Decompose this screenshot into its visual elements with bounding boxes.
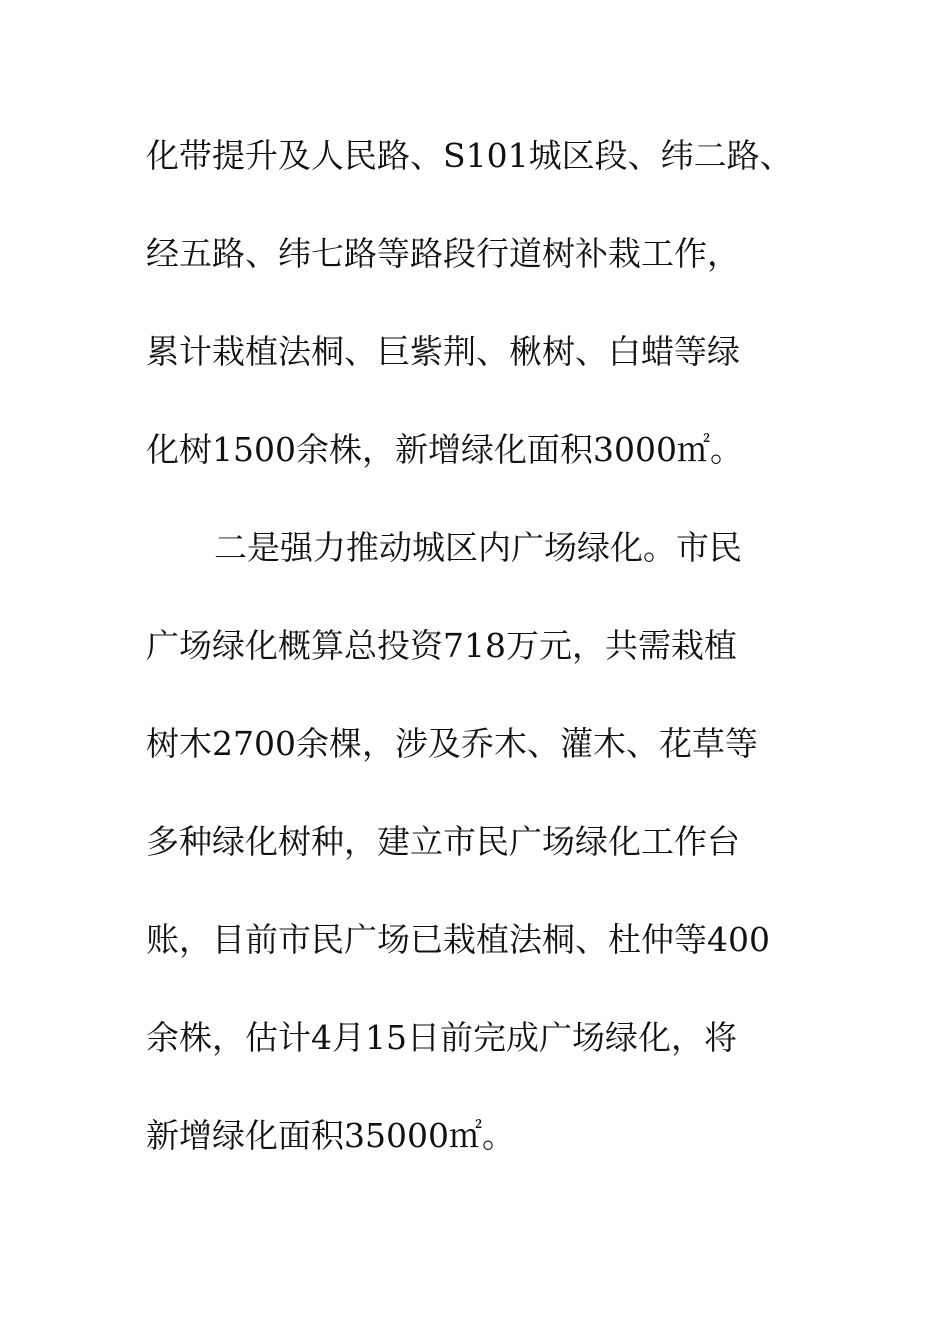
- text-line: 账，目前市民广场已栽植法桐、杜仲等400: [146, 920, 770, 959]
- text-line: 经五路、纬七路等路段行道树补栽工作，: [146, 234, 740, 273]
- text-line: 多种绿化树种，建立市民广场绿化工作台: [146, 822, 740, 861]
- paragraph-start-line: 二是强力推动城区内广场绿化。市民: [214, 528, 742, 567]
- text-line: 余株，估计4月15日前完成广场绿化，将: [146, 1018, 737, 1057]
- text-line: 树木2700余棵，涉及乔木、灌木、花草等: [146, 724, 758, 763]
- body-text: [146, 126, 846, 1204]
- text-line: 累计栽植法桐、巨紫荆、楸树、白蜡等绿: [146, 332, 740, 371]
- text-line: 化树1500余株，新增绿化面积3000㎡。: [146, 430, 743, 469]
- text-line: 新增绿化面积35000㎡。: [146, 1116, 515, 1155]
- text-line: 化带提升及人民路、S101城区段、纬二路、: [146, 136, 793, 175]
- text-line: 广场绿化概算总投资718万元，共需栽植: [146, 626, 737, 665]
